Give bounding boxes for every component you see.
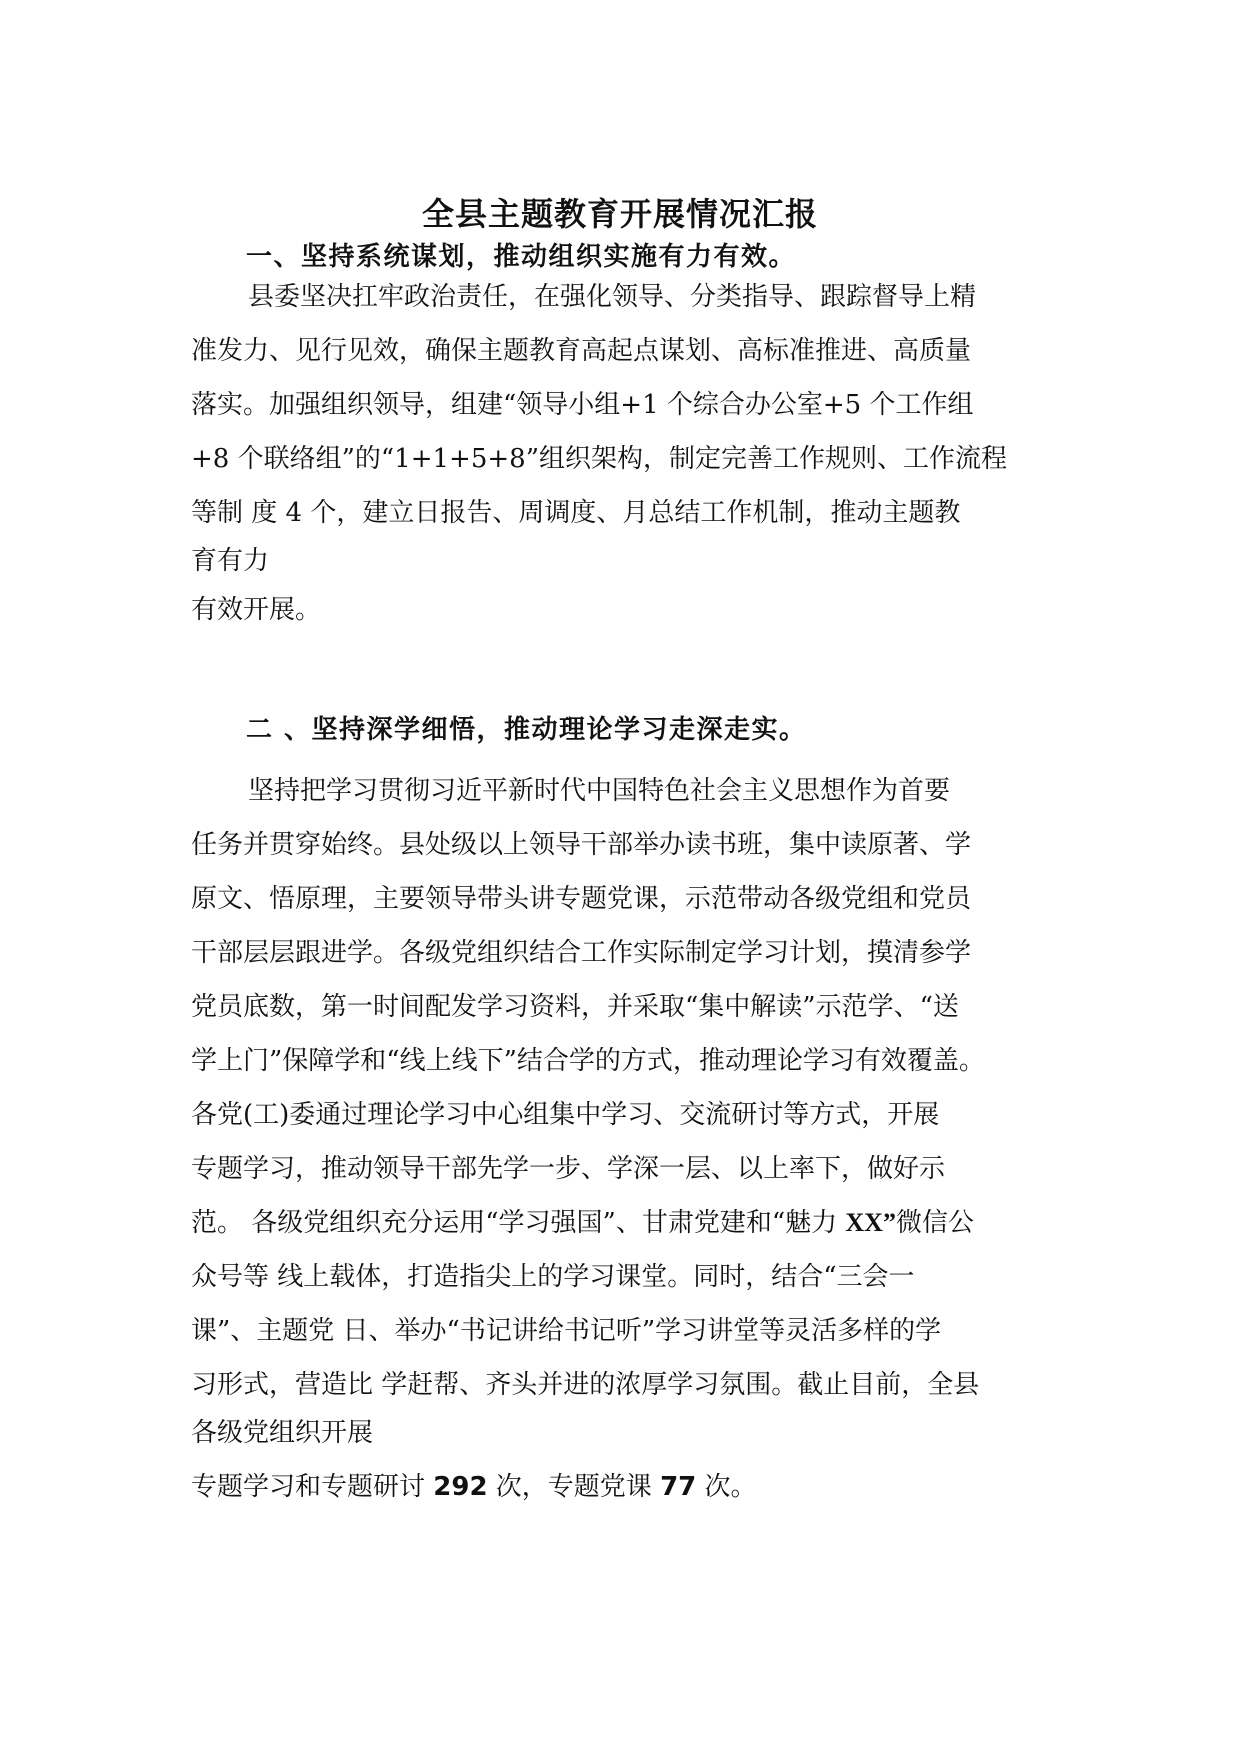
paragraph-line: 学上门”保障学和“线上线下”结合学的方式，推动理论学习有效覆盖。 <box>191 1046 985 1076</box>
section-heading-1: 一、坚持系统谋划，推动组织实施有力有效。 <box>246 242 797 272</box>
paragraph-line: 坚持把学习贯彻习近平新时代中国特色社会主义思想作为首要 <box>248 776 951 806</box>
line-text: 专题学习和专题研讨 <box>191 1472 434 1502</box>
paragraph-line: 专题学习，推动领导干部先学一步、学深一层、以上率下，做好示 <box>191 1154 946 1184</box>
paragraph-line: 任务并贯穿始终。县处级以上领导干部举办读书班，集中读原著、学 <box>191 830 972 860</box>
paragraph-line: 有效开展。 <box>191 595 322 625</box>
section-heading-2: 二 、坚持深学细悟，推动理论学习走深走实。 <box>246 715 807 745</box>
line-text: 次。 <box>696 1472 757 1502</box>
bold-xx-text: XX” <box>845 1208 896 1237</box>
paragraph-line: 原文、悟原理，主要领导带头讲专题党课，示范带动各级党组和党员 <box>191 884 972 914</box>
paragraph-line: 干部层层跟进学。各级党组织结合工作实际制定学习计划，摸清参学 <box>191 938 972 968</box>
paragraph-line: 众号等 线上载体，打造指尖上的学习课堂。同时，结合“三会一 <box>191 1262 915 1292</box>
paragraph-line: 育有力 <box>191 546 270 576</box>
line-text: 次，专题党课 <box>487 1472 661 1502</box>
paragraph-line: 准发力、见行见效，确保主题教育高起点谋划、高标准推进、高质量 <box>191 336 972 366</box>
paragraph-line: 党员底数，第一时间配发学习资料，并采取“集中解读”示范学、“送 <box>191 992 959 1022</box>
document-title: 全县主题教育开展情况汇报 <box>421 195 818 233</box>
paragraph-line: 等制 度 4 个，建立日报告、周调度、月总结工作机制，推动主题教 <box>191 498 961 528</box>
paragraph-line: 落实。加强组织领导，组建“领导小组+1 个综合办公室+5 个工作组 <box>191 390 974 420</box>
paragraph-line: 各级党组织开展 <box>191 1418 374 1448</box>
paragraph-line: 县委坚决扛牢政治责任，在强化领导、分类指导、跟踪督导上精 <box>248 282 977 312</box>
paragraph-line: +8 个联络组”的“1+1+5+8”组织架构，制定完善工作规则、工作流程 <box>191 444 1007 474</box>
study-count: 292 <box>433 1472 488 1502</box>
paragraph-line <box>191 1467 757 1507</box>
lecture-count: 77 <box>660 1472 697 1502</box>
paragraph-line: 各党(工)委通过理论学习中心组集中学习、交流研讨等方式，开展 <box>191 1100 940 1130</box>
paragraph-line: 课”、主题党 日、举办“书记讲给书记听”学习讲堂等灵活多样的学 <box>191 1316 942 1346</box>
line-text: 微信公 <box>895 1208 974 1238</box>
paragraph-line: 习形式，营造比 学赶帮、齐头并进的浓厚学习氛围。截止目前，全县 <box>191 1370 980 1400</box>
paragraph-line <box>191 1203 974 1243</box>
line-text: 范。 各级党组织充分运用“学习强国”、甘肃党建和“魅力 <box>191 1208 846 1238</box>
